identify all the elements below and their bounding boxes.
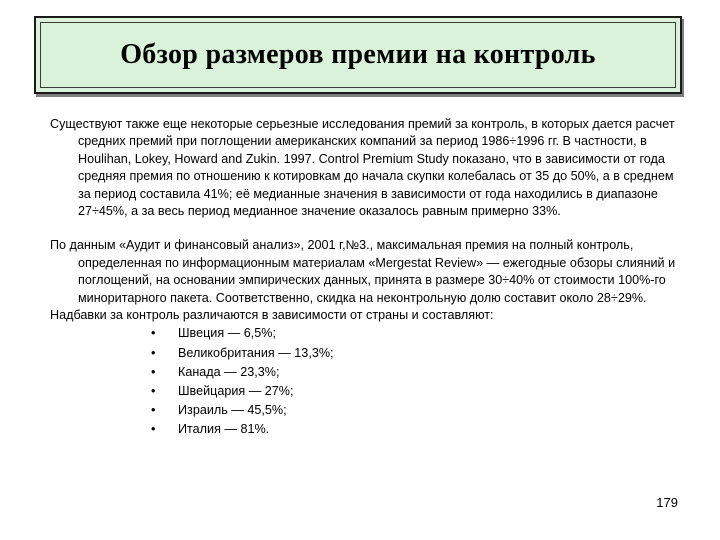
list-item (50, 363, 682, 382)
slide-content (50, 116, 682, 440)
page-number: 179 (656, 495, 678, 510)
list-item (50, 344, 682, 363)
bullet-icon: • (151, 364, 156, 379)
list-item-text: Швеция — 6,5%; (178, 326, 276, 341)
paragraph-country-intro: Надбавки за контроль различаются в зависимости от страны и составляют: (50, 308, 494, 323)
list-item-text: Великобритания — 13,3%; (178, 345, 334, 360)
paragraph-spacer (50, 220, 682, 237)
list-item-text: Канада — 23,3%; (178, 364, 280, 379)
country-premium-list (50, 324, 682, 439)
list-item (50, 420, 682, 439)
slide-title: Обзор размеров премии на контроль (120, 39, 596, 70)
bullet-icon: • (151, 422, 156, 437)
list-item-text: Швейцария — 27%; (178, 384, 294, 399)
bullet-icon: • (151, 403, 156, 418)
list-item (50, 382, 682, 401)
list-item-text: Италия — 81%. (178, 422, 270, 437)
paragraph-mergestat-review: По данным «Аудит и финансовый анализ», 2001 г,№3., максимальная премия на полный контроль, определенная по информационным материалам «Mergestat Review» — ежегодные обзоры слияний и поглощений, на основании эмпирических данных, принята в размере 30÷40% от стоимости 100%-го миноритарного пакета. Соответственно, скидка на неконтрольную долю составит около 28÷29%. (50, 238, 676, 305)
list-item (50, 324, 682, 343)
paragraph-control-premium-study: Существуют также еще некоторые серьезные исследования премий за контроль, в которых дается расчет средних премий при поглощении американских компаний за период 1986÷1996 гг. В частности, в Houlihan, Lokey, Howard and Zukin. 1997. Control Premium Study показано, что в зависимости от года средняя премия по отношению к котировкам до начала скупки колебалась от 35 до 50%, а в среднем за период составила 41%; её медианные значения в зависимости от года находились в диапазоне 27÷45%, а за весь период медианное значение оказалось равным примерно 33%. (50, 117, 675, 219)
bullet-icon: • (151, 345, 156, 360)
title-box (34, 16, 682, 94)
list-item-text: Израиль — 45,5%; (178, 403, 287, 418)
bullet-icon: • (151, 326, 156, 341)
bullet-icon: • (151, 384, 156, 399)
list-item (50, 401, 682, 420)
